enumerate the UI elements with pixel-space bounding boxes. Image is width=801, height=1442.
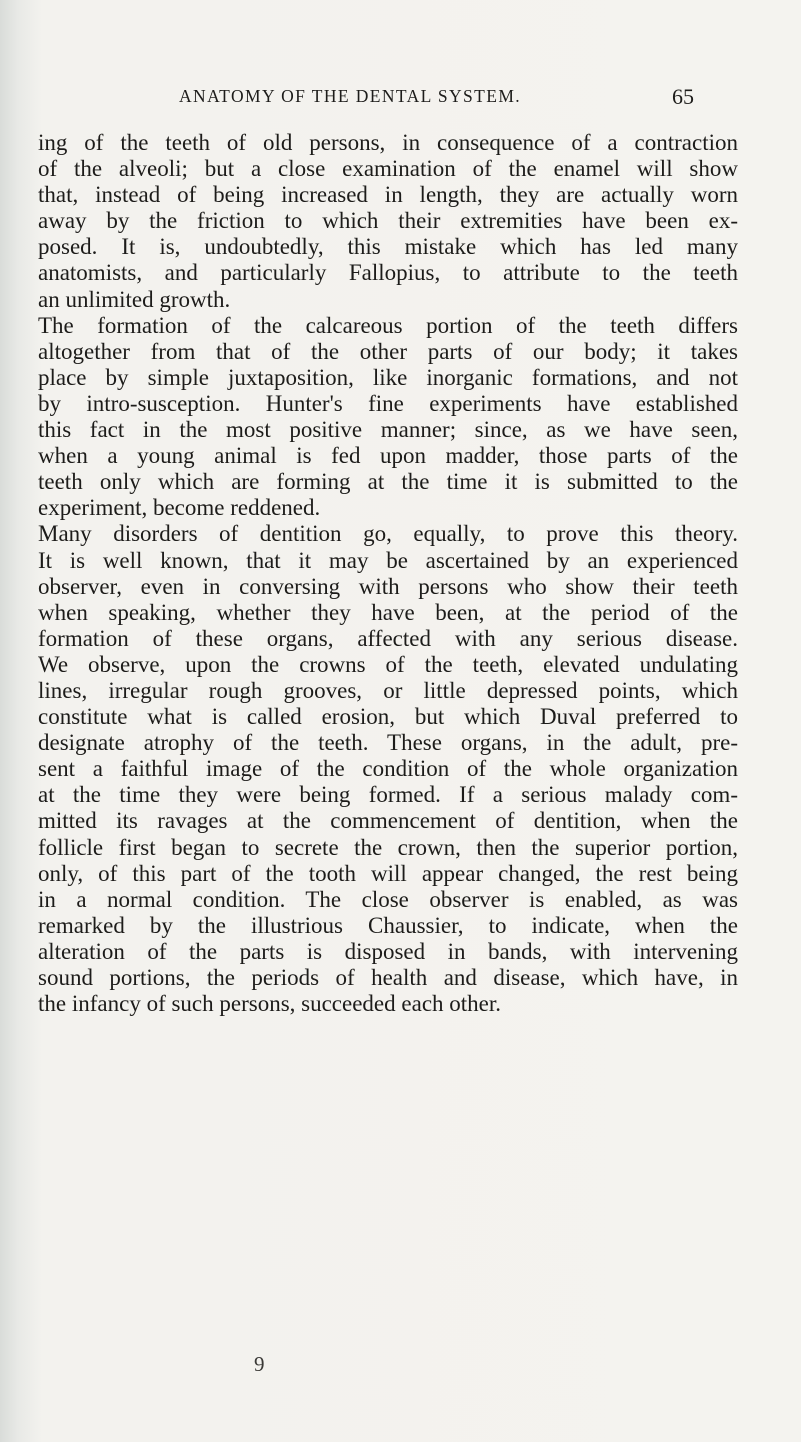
signature-mark: 9 — [254, 1352, 265, 1376]
body-text — [38, 130, 738, 1017]
text-line: lines, irregular rough grooves, or little depressed points, which — [38, 677, 738, 703]
text-line: sent a faithful image of the condition of the whole organization — [38, 756, 738, 782]
text-line: Many disorders of dentition go, equally, to prove this theory. — [38, 521, 738, 547]
paragraph — [38, 521, 738, 1017]
text-line: teeth only which are forming at the time it is submitted to the — [38, 469, 738, 495]
text-line: this fact in the most positive manner; since, as we have seen, — [38, 417, 738, 443]
text-line: altogether from that of the other parts of our body; it takes — [38, 338, 738, 364]
text-line: experiment, become reddened. — [38, 495, 321, 521]
text-line: by intro-susception. Hunter's fine experiments have established — [38, 390, 738, 416]
page-number: 65 — [672, 84, 694, 109]
text-line: place by simple juxtaposition, like inorganic formations, and not — [38, 364, 738, 390]
text-line: The formation of the calcareous portion of the teeth differs — [38, 312, 738, 338]
text-line: an unlimited growth. — [38, 286, 231, 312]
text-line: remarked by the illustrious Chaussier, to indicate, when the — [38, 912, 738, 938]
text-line: observer, even in conversing with persons who show their teeth — [38, 573, 738, 599]
text-line: posed. It is, undoubtedly, this mistake which has led many — [38, 234, 738, 260]
text-line: of the alveoli; but a close examination of the enamel will show — [38, 156, 738, 182]
text-line: when a young animal is fed upon madder, those parts of the — [38, 443, 738, 469]
text-line: follicle first began to secrete the crown, then the superior portion, — [38, 834, 738, 860]
text-line: at the time they were being formed. If a serious malady com- — [38, 782, 738, 808]
text-line: We observe, upon the crowns of the teeth, elevated undulating — [38, 651, 738, 677]
text-line: formation of these organs, affected with any serious disease. — [38, 625, 738, 651]
text-line: mitted its ravages at the commencement of dentition, when the — [38, 808, 738, 834]
text-line: anatomists, and particularly Fallopius, to attribute to the teeth — [38, 260, 738, 286]
text-line: sound portions, the periods of health and disease, which have, in — [38, 965, 738, 990]
text-line: only, of this part of the tooth will appear changed, the rest being — [38, 860, 738, 886]
running-head: ANATOMY OF THE DENTAL SYSTEM. — [179, 86, 522, 106]
text-line: the infancy of such persons, succeeded each other. — [38, 991, 502, 1017]
text-line: in a normal condition. The close observer is enabled, as was — [38, 886, 738, 912]
paragraph — [38, 130, 738, 313]
text-line: designate atrophy of the teeth. These organs, in the adult, pre- — [38, 730, 738, 756]
text-line: ing of the teeth of old persons, in consequence of a contraction — [38, 130, 738, 155]
text-line: alteration of the parts is disposed in bands, with intervening — [38, 938, 738, 964]
page-header — [0, 84, 801, 112]
paragraph — [38, 313, 738, 522]
text-line: constitute what is called erosion, but which Duval preferred to — [38, 704, 738, 730]
text-line: when speaking, whether they have been, at the period of the — [38, 599, 738, 625]
text-line: away by the friction to which their extremities have been ex- — [38, 208, 738, 234]
text-line: It is well known, that it may be ascertained by an experienced — [38, 547, 738, 573]
text-line: that, instead of being increased in length, they are actually worn — [38, 182, 738, 208]
